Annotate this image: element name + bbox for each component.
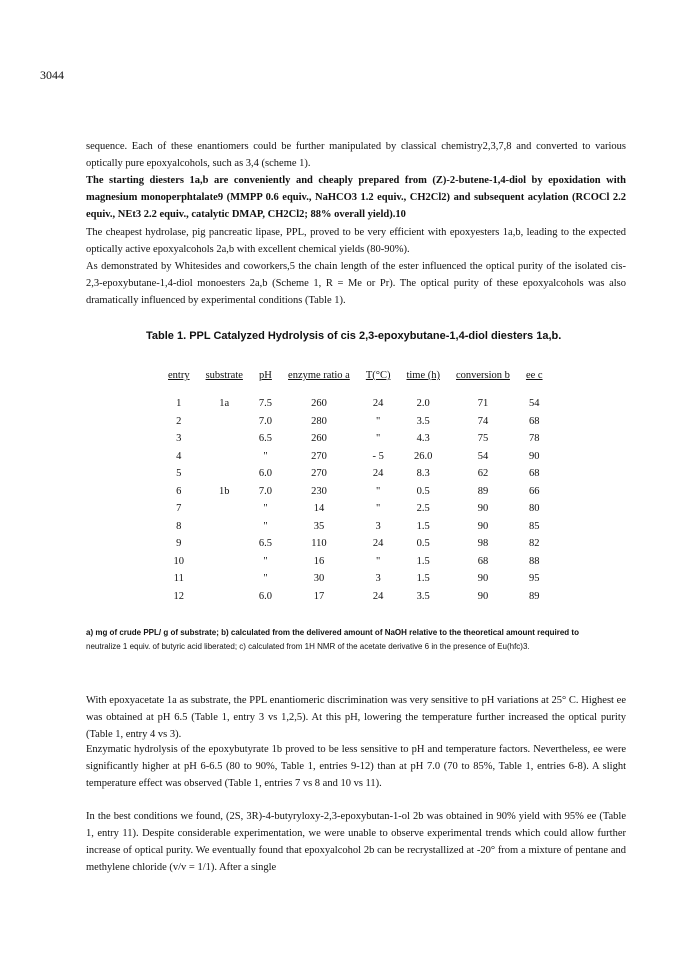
table-cell: " — [376, 555, 381, 567]
table-row — [160, 430, 551, 448]
table-cell — [198, 553, 251, 571]
table-cell: 16 — [313, 555, 325, 567]
table-caption: Table 1. PPL Catalyzed Hydrolysis of cis 2,3-epoxybutane-1,4-diol diesters 1a,b. — [146, 330, 562, 342]
table-cell — [198, 448, 251, 466]
table-cell: 1 — [176, 398, 182, 410]
table-cell: 230 — [311, 485, 327, 497]
table-cell: 26.0 — [414, 450, 433, 462]
table-cell: 10 — [173, 555, 185, 567]
table-cell: 280 — [311, 415, 327, 427]
table-cell: 88 — [528, 555, 540, 567]
table-row — [160, 553, 551, 571]
table-cell: 68 — [528, 468, 540, 480]
table-cell: 11 — [173, 573, 184, 585]
table-cell: 2 — [176, 415, 182, 427]
header-substrate: substrate — [205, 370, 243, 381]
table-cell: 68 — [477, 555, 489, 567]
paragraph-hydrolase: The cheapest hydrolase, pig pancreatic lipase, PPL, proved to be very efficient with epoxyesters 1a,b, leading to the expected optically active epoxyalcohols 2a,b with excellent chemical yields (80-90%). — [86, 227, 626, 255]
table-cell: 1b — [218, 485, 230, 497]
table-cell: 17 — [313, 590, 325, 602]
table-cell — [198, 570, 251, 588]
table-cell: " — [376, 503, 381, 515]
paragraph-whitesides: As demonstrated by Whitesides and coworkers,5 the chain length of the ester influenced the optical purity of the isolated cis-2,3-epoxybutane-1,4-diol monoesters 2a,b (Scheme 1, R = Me or Pr). The optical purity of these epoxyalcohols was also dramatically influenced by experimental conditions (Table 1). — [86, 261, 626, 306]
table-cell: 9 — [176, 538, 182, 550]
table-cell: 7.5 — [258, 398, 273, 410]
table-cell: 1.5 — [416, 573, 430, 585]
table-cell: 54 — [477, 450, 489, 462]
table-cell: - 5 — [372, 450, 384, 462]
table-cell: 24 — [372, 468, 384, 480]
table-cell: " — [263, 520, 268, 532]
header-entry: entry — [168, 370, 190, 381]
paragraph-starting-diesters: The starting diesters 1a,b are conveniently and cheaply prepared from (Z)-2-butene-1,4-diol by epoxidation with magnesium monoperphtalate9 (MMPP 0.6 equiv., NaHCO3 1.2 equiv., CH2Cl2) and subsequent acylation (RCOCl 2.2 equiv., NEt3 2.2 equiv., catalytic DMAP, CH2Cl2; 88% overall yield).10 — [86, 175, 626, 220]
table-cell: 89 — [477, 485, 489, 497]
table-cell: " — [263, 573, 268, 585]
table-cell: 98 — [477, 538, 489, 550]
table-cell: 4.3 — [416, 433, 430, 445]
table-cell: " — [263, 450, 268, 462]
table-cell — [198, 500, 251, 518]
table-cell: 90 — [477, 520, 489, 532]
table-cell — [198, 588, 251, 606]
table-row — [160, 465, 551, 483]
table-cell: " — [376, 433, 381, 445]
table-cell: 110 — [311, 538, 327, 550]
table-body — [160, 395, 551, 605]
table-cell: 85 — [528, 520, 540, 532]
table-cell: 71 — [477, 398, 489, 410]
table-cell: 3.5 — [416, 590, 430, 602]
table-cell: 62 — [477, 468, 489, 480]
table-row — [160, 483, 551, 501]
table-cell: 0.5 — [416, 538, 430, 550]
table-cell: 95 — [528, 573, 540, 585]
table-cell: 82 — [528, 538, 540, 550]
table-cell — [198, 413, 251, 431]
table-row — [160, 448, 551, 466]
table-cell: 4 — [176, 450, 182, 462]
footnote-line-1: a) mg of crude PPL/ g of substrate; b) calculated from the delivered amount of NaOH relative to the theoretical amount required to — [86, 628, 579, 637]
table-cell: 80 — [528, 503, 540, 515]
table-cell: 6 — [176, 485, 182, 497]
table-cell: 3 — [375, 520, 381, 532]
paragraph-sequence: sequence. Each of these enantiomers could be further manipulated by classical chemistry2,3,7,8 and converted to various optically pure epoxyalcohols, such as 3,4 (scheme 1). — [86, 141, 626, 169]
table-cell: 3 — [375, 573, 381, 585]
table-cell: 78 — [528, 433, 540, 445]
table-row — [160, 588, 551, 606]
table-cell: 68 — [528, 415, 540, 427]
table-cell: 8.3 — [416, 468, 430, 480]
table-cell: 3 — [176, 433, 182, 445]
table-cell: 7.0 — [258, 485, 273, 497]
table-cell — [198, 465, 251, 483]
table-cell: " — [376, 415, 381, 427]
header-temperature: T(°C) — [365, 370, 391, 381]
table-cell: 24 — [372, 398, 384, 410]
table-cell: 7 — [176, 503, 182, 515]
table-cell: 3.5 — [416, 415, 430, 427]
table-cell: " — [376, 485, 381, 497]
header-time: time (h) — [406, 370, 440, 381]
table-cell: 54 — [528, 398, 540, 410]
paragraph-best-conditions: In the best conditions we found, (2S, 3R)-4-butyryloxy-2,3-epoxybutan-1-ol 2b was obtained in 90% yield with 95% ee (Table 1, entry 11). Despite considerable experimentation, we were unable to observe experimental trends which could allow further increase of optical purity. We eventually found that epoxyalcohol 2b can be recrystallized at -20° from a mixture of pentane and methylene chloride (v/v = 1/1). After a single — [86, 811, 626, 873]
table-cell — [198, 535, 251, 553]
table-cell: 14 — [313, 503, 325, 515]
table-cell: " — [263, 503, 268, 515]
footnote-line-2: neutralize 1 equiv. of butyric acid liberated; c) calculated from 1H NMR of the acetate derivative 6 in the presence of Eu(hfc)3. — [86, 642, 530, 651]
table-cell: 8 — [176, 520, 182, 532]
table-cell: 5 — [176, 468, 182, 480]
table-cell: 89 — [528, 590, 540, 602]
table-row — [160, 535, 551, 553]
table-cell: 270 — [311, 468, 327, 480]
table-cell — [198, 430, 251, 448]
table-header-row — [160, 370, 551, 395]
table-cell: 35 — [313, 520, 325, 532]
table-cell: 90 — [528, 450, 540, 462]
table-cell: 0.5 — [416, 485, 430, 497]
table-cell: 75 — [477, 433, 489, 445]
table-cell: 90 — [477, 503, 489, 515]
table-cell: 1.5 — [416, 520, 430, 532]
table-cell: 90 — [477, 573, 489, 585]
table-cell: " — [263, 555, 268, 567]
page-number: 3044 — [40, 68, 64, 82]
table-row — [160, 500, 551, 518]
table-cell: 270 — [311, 450, 327, 462]
table-cell: 6.5 — [258, 433, 273, 445]
table-cell: 24 — [372, 538, 384, 550]
results-table — [160, 370, 551, 605]
table-cell: 260 — [311, 433, 327, 445]
table-cell: 1a — [219, 398, 230, 410]
table-cell: 90 — [477, 590, 489, 602]
header-ph: pH — [259, 370, 272, 381]
table-row — [160, 518, 551, 536]
table-cell: 6.0 — [258, 468, 273, 480]
table-row — [160, 395, 551, 413]
header-conversion: conversion b — [455, 370, 510, 381]
table-cell: 6.5 — [258, 538, 273, 550]
table-cell: 24 — [372, 590, 384, 602]
table-cell: 74 — [477, 415, 489, 427]
table-cell — [198, 518, 251, 536]
table-cell: 66 — [528, 485, 540, 497]
table-cell: 260 — [311, 398, 327, 410]
table-footnote — [86, 626, 626, 654]
table-row — [160, 413, 551, 431]
table-cell: 2.0 — [416, 398, 430, 410]
table-cell: 12 — [173, 590, 185, 602]
table-cell: 30 — [313, 573, 325, 585]
table-cell: 6.0 — [258, 590, 273, 602]
table-row — [160, 570, 551, 588]
paragraph-epoxyacetate: With epoxyacetate 1a as substrate, the PPL enantiomeric discrimination was very sensitive to pH variations at 25° C. Highest ee was obtained at pH 6.5 (Table 1, entry 3 vs 1,2,5). At this pH, lowering the temperature further increased the optical purity (Table 1, entry 4 vs 3). — [86, 695, 626, 740]
table-cell: 2.5 — [416, 503, 430, 515]
table-cell: 1.5 — [416, 555, 430, 567]
header-enzyme-ratio: enzyme ratio a — [288, 370, 350, 381]
header-ee: ee c — [525, 370, 543, 381]
table-cell: 7.0 — [258, 415, 273, 427]
paragraph-epoxybutyrate: Enzymatic hydrolysis of the epoxybutyrate 1b proved to be less sensitive to pH and temperature factors. Nevertheless, ee were significantly higher at pH 6-6.5 (80 to 90%, Table 1, entries 9-12) than at pH 7.0 (70 to 85%, Table 1, entries 6-8). A slight temperature effect was observed (Table 1, entries 7 vs 8 and 10 vs 11). — [86, 744, 626, 789]
